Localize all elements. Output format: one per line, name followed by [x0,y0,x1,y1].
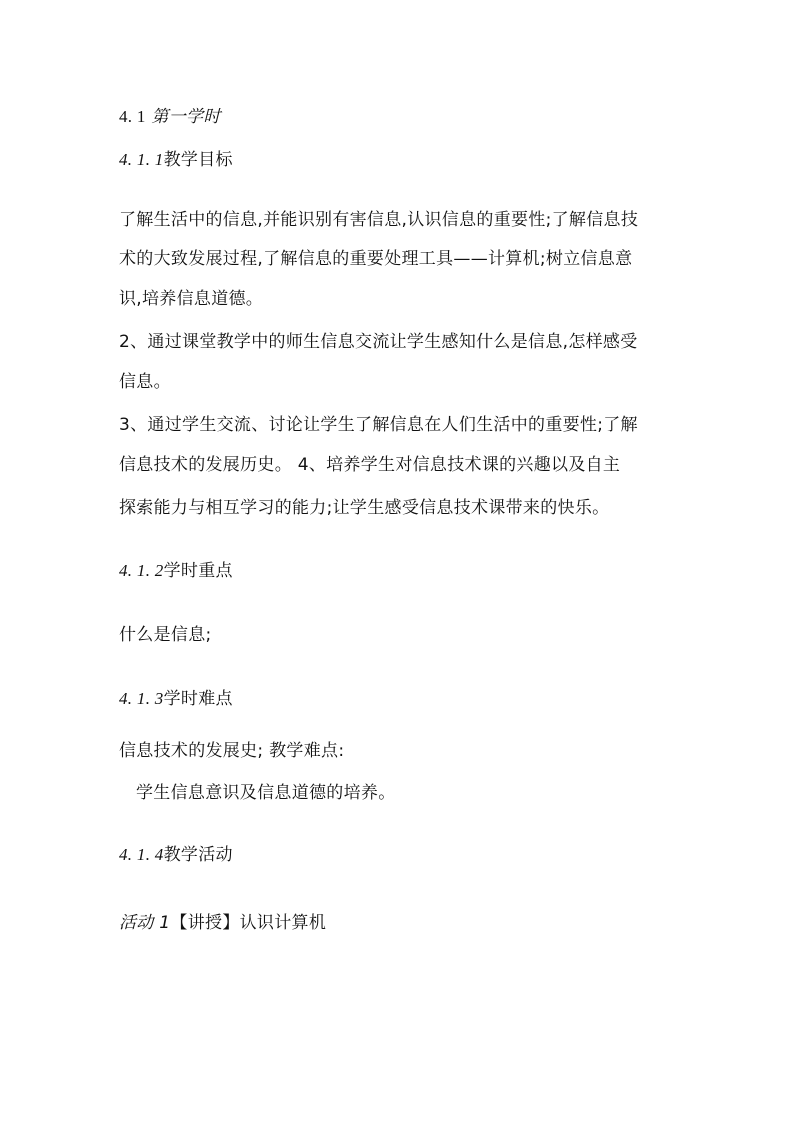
keypoints-text: 什么是信息; [119,625,212,645]
objectives-number: 4. 1. 1 [119,150,164,169]
objective-paragraph-2-line-2: 信息。 [119,372,171,392]
objective-paragraph-3-line-3: 探索能力与相互学习的能力;让学生感受信息技术课带来的快乐。 [119,498,610,518]
objective-paragraph-3-line-1: 3、通过学生交流、讨论让学生了解信息在人们生活中的重要性;了解 [119,415,638,435]
difficulties-title: 学时难点 [163,689,233,709]
keypoints-heading [119,560,233,582]
activities-number: 4. 1. 4 [119,845,164,864]
section-title: 第一学时 [151,107,221,127]
objectives-heading [119,149,233,171]
activities-title: 教学活动 [163,845,233,865]
difficulties-number: 4. 1. 3 [119,689,164,708]
section-number: 4. 1 [119,107,146,126]
activity-1-heading [119,912,326,934]
difficulties-line-2: 学生信息意识及信息道德的培养。 [136,783,396,803]
objective-paragraph-1-line-2: 术的大致发展过程,了解信息的重要处理工具——计算机;树立信息意 [119,249,633,269]
difficulties-heading [119,688,233,710]
objective-paragraph-1-line-1: 了解生活中的信息,并能识别有害信息,认识信息的重要性;了解信息技 [119,210,639,230]
section-heading [119,106,221,128]
activity-1-prefix: 活动 1 [119,913,171,933]
difficulties-line-1: 信息技术的发展史; 教学难点: [119,741,345,761]
activities-heading [119,844,233,866]
objective-paragraph-3-line-2: 信息技术的发展历史。 4、培养学生对信息技术课的兴趣以及自主 [119,455,621,475]
keypoints-number: 4. 1. 2 [119,561,164,580]
activity-1-label: 【讲授】认识计算机 [170,913,327,933]
keypoints-title: 学时重点 [163,561,233,581]
objectives-title: 教学目标 [163,150,233,170]
objective-paragraph-1-line-3: 识,培养信息道德。 [119,289,264,309]
objective-paragraph-2-line-1: 2、通过课堂教学中的师生信息交流让学生感知什么是信息,怎样感受 [119,332,638,352]
